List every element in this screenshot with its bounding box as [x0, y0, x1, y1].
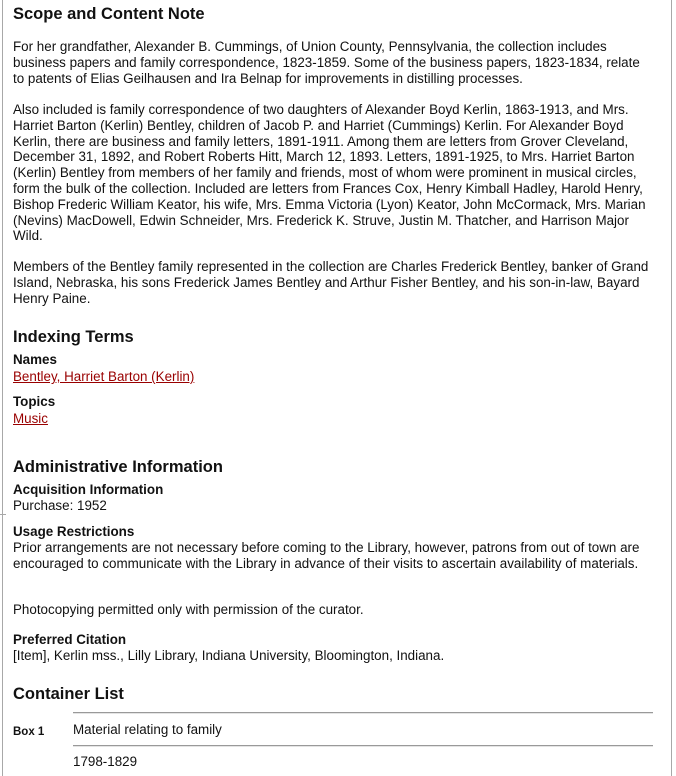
scope-paragraph-3: Members of the Bentley family represented in the collection are Charles Frederick Bentley, banker of Grand Island, Nebraska, his sons Frederick James Bentley and Arthur Fisher Bentley, and his son-in-law, Bayard Henry Paine.: [13, 259, 649, 306]
container-list-heading: Container List: [13, 685, 124, 703]
container-row-date: 1798-1829: [73, 754, 138, 769]
box-label: Box 1: [13, 726, 45, 738]
citation-label: Preferred Citation: [13, 632, 127, 647]
citation-value: [Item], Kerlin mss., Lilly Library, Indiana University, Bloomington, Indiana.: [13, 648, 445, 663]
topic-link-music[interactable]: Music: [13, 411, 48, 426]
acquisition-label: Acquisition Information: [13, 482, 164, 497]
indexing-terms-heading: Indexing Terms: [13, 328, 134, 346]
name-link-bentley[interactable]: Bentley, Harriet Barton (Kerlin): [13, 369, 195, 384]
topics-label: Topics: [13, 394, 56, 409]
acquisition-value: Purchase: 1952: [13, 498, 107, 513]
names-label: Names: [13, 352, 57, 367]
container-rule-middle: [73, 745, 653, 747]
usage-paragraph-1: Prior arrangements are not necessary before coming to the Library, however, patrons from out of town are encouraged to communicate with the Library in advance of their visits to ascertain availability of materials.: [13, 540, 640, 571]
usage-paragraph-2: Photocopying permitted only with permission of the curator.: [13, 602, 364, 617]
container-row-title: Material relating to family: [73, 722, 222, 737]
frame-tick: [0, 514, 6, 515]
scope-paragraph-1: For her grandfather, Alexander B. Cummings, of Union County, Pennsylvania, the collection includes business papers and family correspondence, 1823-1859. Some of the business papers, 1823-1834, relate to patents of Elias Geilhausen and Ira Belnap for improvements in distilling processes.: [13, 39, 640, 86]
scope-content-heading: Scope and Content Note: [13, 5, 205, 23]
container-rule-top: [73, 712, 653, 714]
administrative-info-heading: Administrative Information: [13, 458, 223, 476]
usage-restrictions-label: Usage Restrictions: [13, 524, 135, 539]
scope-paragraph-2: Also included is family correspondence of two daughters of Alexander Boyd Kerlin, 1863-1913, and Mrs. Harriet Barton (Kerlin) Bentley, children of Jacob P. and Harriet (Cummings) Kerlin. For Alexander Boyd Kerlin, there are business and family letters, 1891-1911. Among them are letters from Grover Cleveland, December 31, 1892, and Robert Roberts Hitt, March 12, 1893. Letters, 1891-1925, to Mrs. Harriet Barton (Kerlin) Bentley from members of her family and friends, most of whom were prominent in musical circles, form the bulk of the collection. Included are letters from Frances Cox, Henry Kimball Hadley, Harold Henry, Bishop Frederic William Keator, his wife, Mrs. Emma Victoria (Lyon) Keator, John McCormack, Mrs. Marian (Nevins) MacDowell, Edwin Schneider, Mrs. Frederick K. Struve, Justin M. Thatcher, and Harrison Major Wild.: [13, 102, 646, 244]
